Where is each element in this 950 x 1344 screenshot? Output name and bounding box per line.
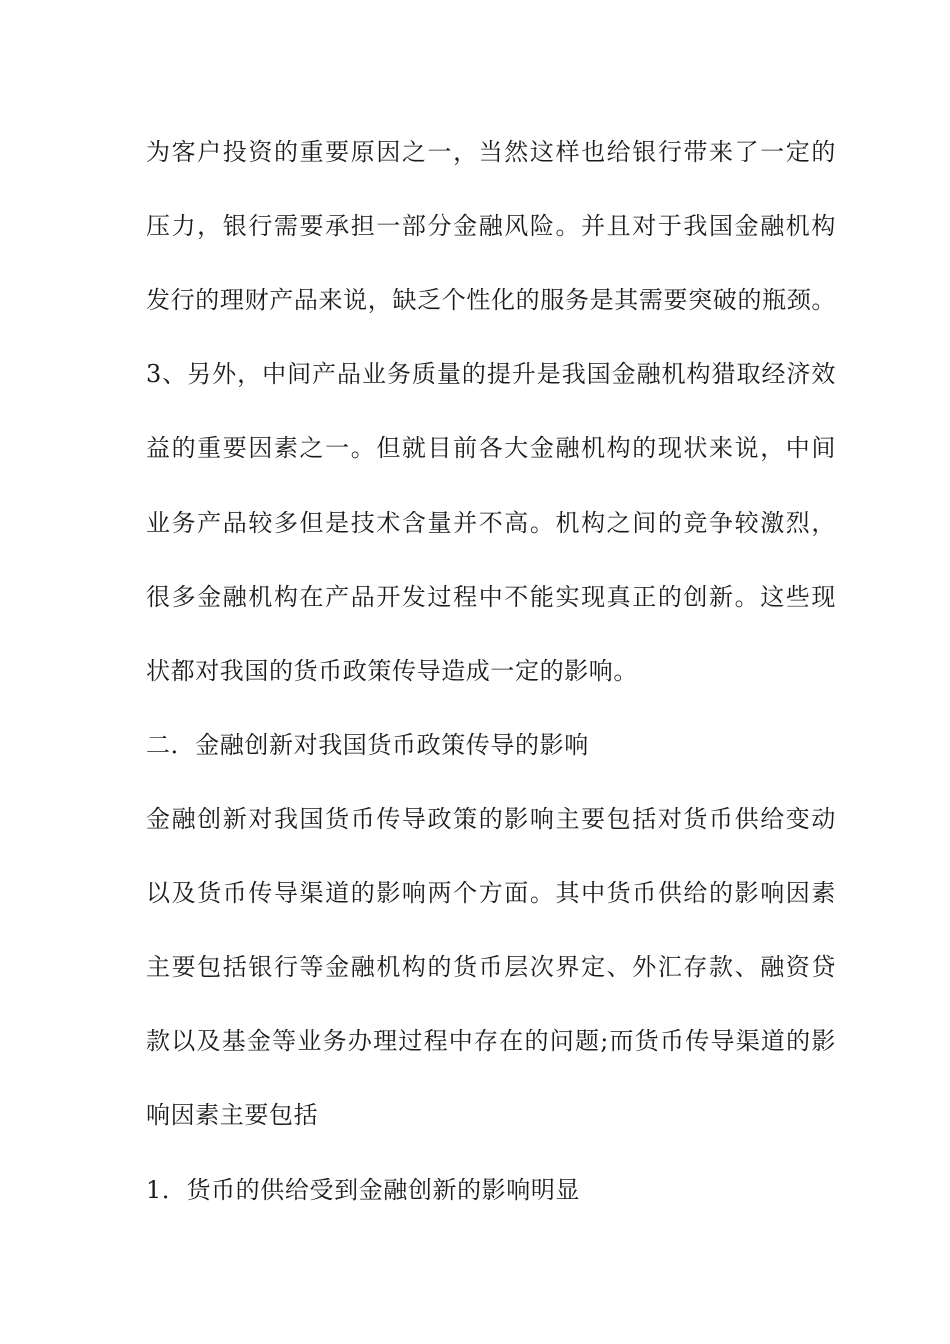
paragraph-line: 3、另外，中间产品业务质量的提升是我国金融机构猎取经济效 [146, 360, 836, 388]
paragraph-line: 款以及基金等业务办理过程中存在的问题;而货币传导渠道的影 [146, 1027, 836, 1055]
paragraph-line: 以及货币传导渠道的影响两个方面。其中货币供给的影响因素 [146, 879, 836, 907]
paragraph-line: 很多金融机构在产品开发过程中不能实现真正的创新。这些现 [146, 583, 836, 611]
paragraph-line: 发行的理财产品来说，缺乏个性化的服务是其需要突破的瓶颈。 [146, 286, 836, 314]
section-heading: 二．金融创新对我国货币政策传导的影响 [146, 731, 589, 759]
paragraph-line: 益的重要因素之一。但就目前各大金融机构的现状来说，中间 [146, 434, 836, 462]
paragraph-line: 金融创新对我国货币传导政策的影响主要包括对货币供给变动 [146, 805, 836, 833]
paragraph-line: 状都对我国的货币政策传导造成一定的影响。 [146, 657, 638, 685]
paragraph-line: 压力，银行需要承担一部分金融风险。并且对于我国金融机构 [146, 212, 836, 240]
subsection-heading: 1．货币的供给受到金融创新的影响明显 [146, 1176, 581, 1204]
paragraph-line: 响因素主要包括 [146, 1101, 319, 1129]
paragraph-line: 为客户投资的重要原因之一，当然这样也给银行带来了一定的 [146, 138, 836, 166]
paragraph-line: 业务产品较多但是技术含量并不高。机构之间的竞争较激烈， [146, 509, 836, 537]
paragraph-line: 主要包括银行等金融机构的货币层次界定、外汇存款、融资贷 [146, 953, 836, 981]
